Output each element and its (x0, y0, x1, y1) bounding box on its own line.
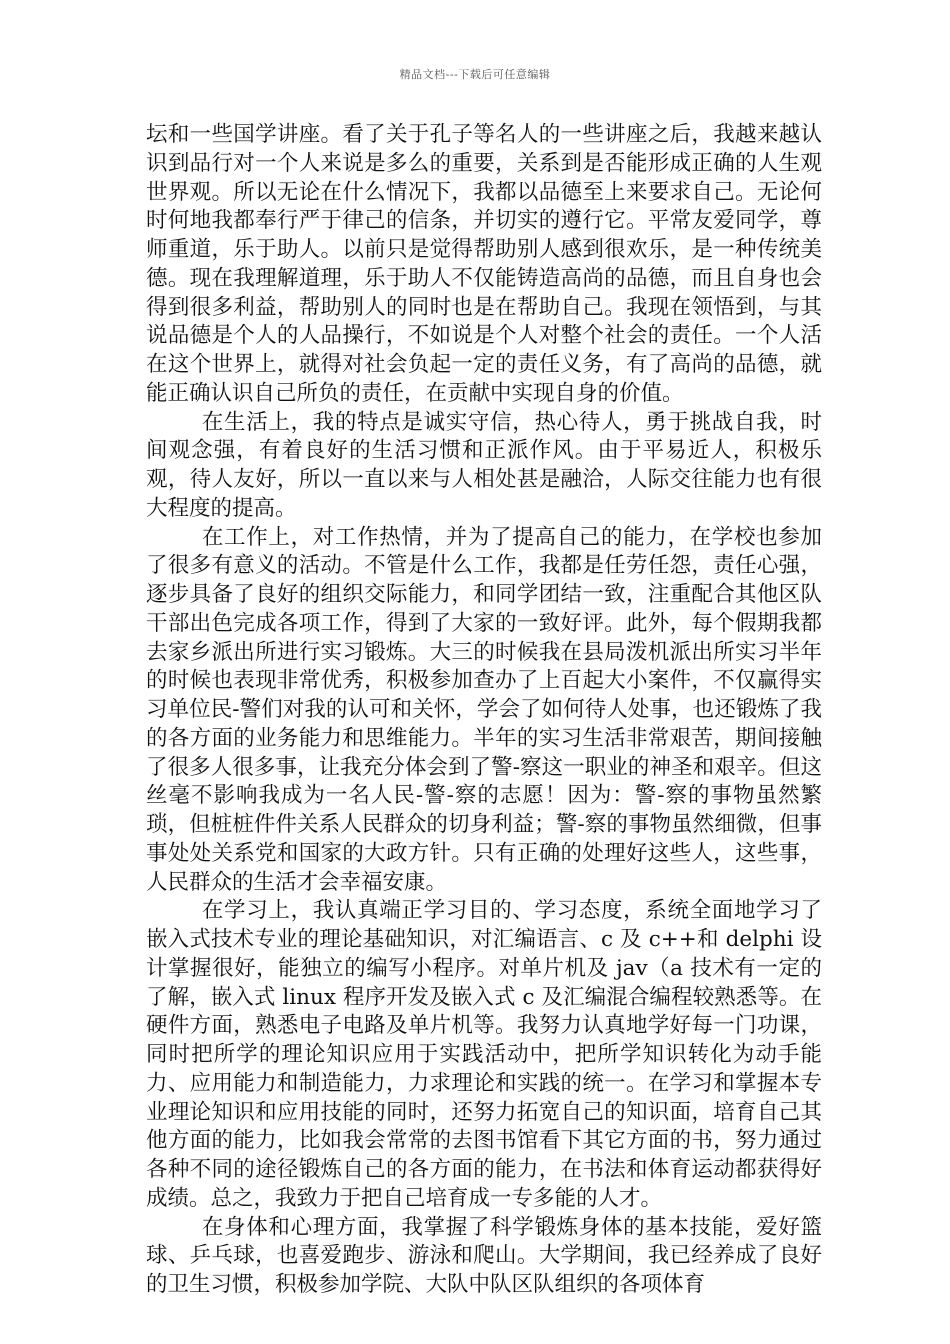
page-header: 精品文档---下载后可任意编辑 (399, 68, 551, 81)
paragraph-work: 在工作上，对工作热情，并为了提高自己的能力，在学校也参加了很多有意义的活动。不管是什么工作，我都是任劳任怨，责任心强，逐步具备了良好的组织交际能力，和同学团结一致，注重配合其他区队干部出色完成各项工作，得到了大家的一致好评。此外，每个假期我都去家乡派出所进行实习锻炼。大三的时候我在县局泼机派出所实习半年的时候也表现非常优秀，积极参加查办了上百起大小案件，不仅赢得实习单位民-警们对我的认可和关怀，学会了如何待人处事，也还锻炼了我的各方面的业务能力和思维能力。半年的实习生活非常艰苦，期间接触了很多人很多事，让我充分体会到了警-察这一职业的神圣和艰辛。但这丝毫不影响我成为一名人民-警-察的志愿！因为：警-察的事物虽然繁琐，但桩桩件件关系人民群众的切身利益；警-察的事物虽然细微，但事事处处关系党和国家的大政方针。只有正确的处理好这些人，这些事，人民群众的生活才会幸福安康。 (146, 524, 822, 895)
paragraph-health: 在身体和心理方面，我掌握了科学锻炼身体的基本技能，爱好篮球、乒乓球，也喜爱跑步、游泳和爬山。大学期间，我已经养成了良好的卫生习惯，积极参加学院、大队中队区队组织的各项体育 (146, 1214, 822, 1297)
paragraph-character: 坛和一些国学讲座。看了关于孔子等名人的一些讲座之后，我越来越认识到品行对一个人来说是多么的重要，关系到是否能形成正确的人生观世界观。所以无论在什么情况下，我都以品德至上来要求自己。无论何时何地我都奉行严于律己的信条，并切实的遵行它。平常友爱同学，尊师重道，乐于助人。以前只是觉得帮助别人感到很欢乐，是一种传统美德。现在我理解道理，乐于助人不仅能铸造高尚的品德，而且自身也会得到很多利益，帮助别人的同时也是在帮助自己。我现在领悟到，与其说品德是个人的人品操行，不如说是个人对整个社会的责任。一个人活在这个世界上，就得对社会负起一定的责任义务，有了高尚的品德，就能正确认识自己所负的责任，在贡献中实现自身的价值。 (146, 122, 822, 406)
document-body (146, 121, 822, 1300)
paragraph-study: 在学习上，我认真端正学习目的、学习态度，系统全面地学习了嵌入式技术专业的理论基础知识，对汇编语言、c 及 c++和 delphi 设计掌握很好，能独立的编写小程序。对单片机及 jav（a 技术有一定的了解，嵌入式 linux 程序开发及嵌入式 c 及汇编混合编程较熟悉等。在硬件方面，熟悉电子电路及单片机等。我努力认真地学好每一门功课，同时把所学的理论知识应用于实践活动中，把所学知识转化为动手能力、应用能力和制造能力，力求理论和实践的统一。在学习和掌握本专业理论知识和应用技能的同时，还努力拓宽自己的知识面，培育自己其他方面的能力，比如我会常常的去图书馆看下其它方面的书，努力通过各种不同的途径锻炼自己的各方面的能力，在书法和体育运动都获得好成绩。总之，我致力于把自己培育成一专多能的人才。 (146, 898, 822, 1211)
paragraph-life: 在生活上，我的特点是诚实守信，热心待人，勇于挑战自我，时间观念强，有着良好的生活习惯和正派作风。由于平易近人，积极乐观，待人友好，所以一直以来与人相处甚是融洽，人际交往能力也有很大程度的提高。 (146, 409, 822, 521)
